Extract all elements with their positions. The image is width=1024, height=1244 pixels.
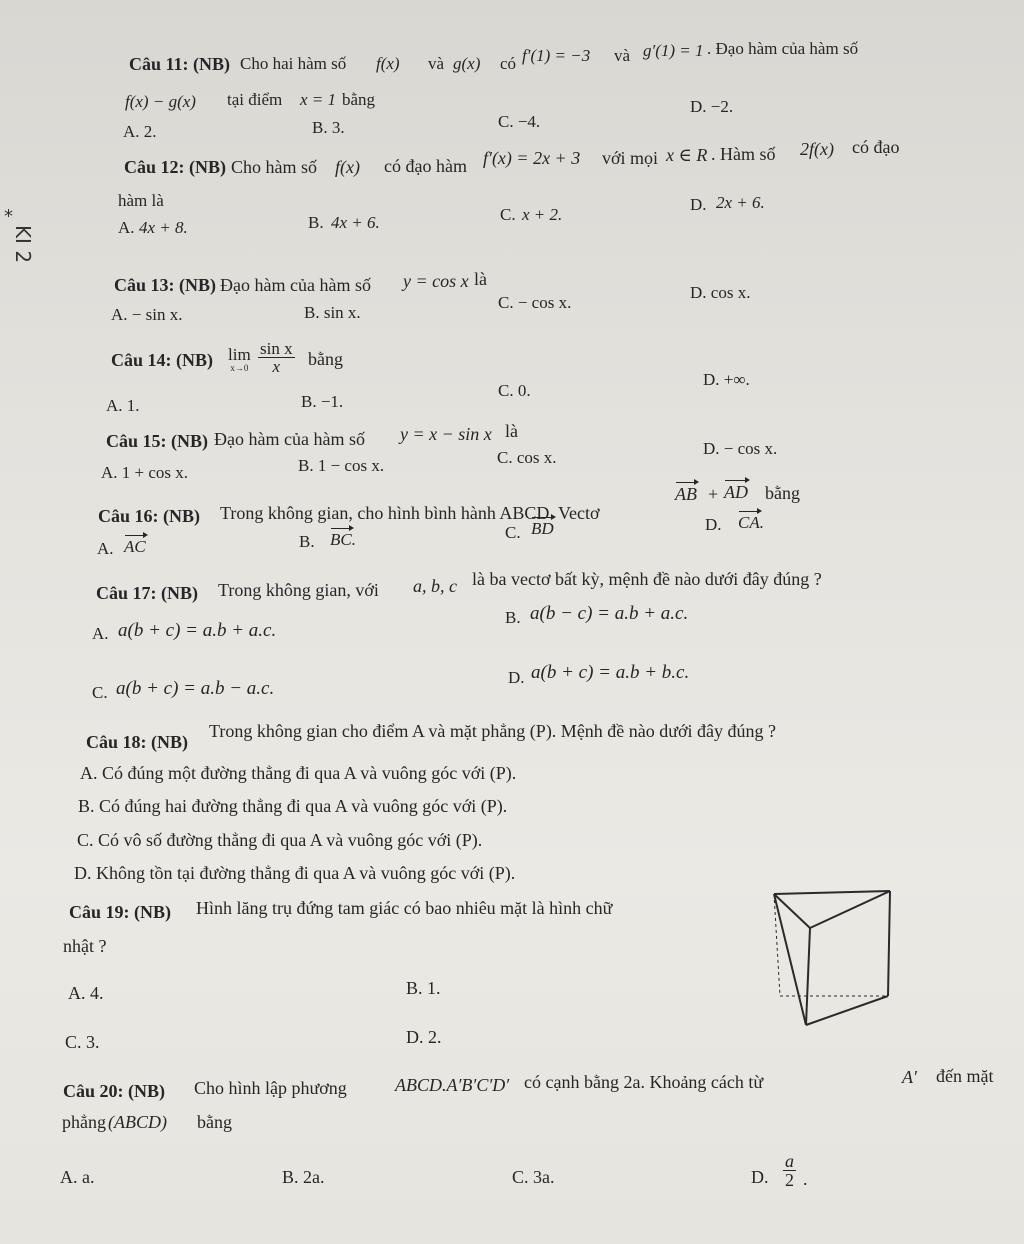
q13-head: Câu 13: (NB) [114,275,216,295]
q11-va: và [614,46,631,65]
q12-text2: có đạo hàm [384,156,467,176]
q19-option-c: C. 3. [65,1032,100,1052]
q11-text4: bằng [342,90,376,109]
q11-text3: tại điểm [227,90,283,109]
q12-expr: 2f(x) [800,139,834,159]
q12-c-label: C. [500,205,516,224]
q13-text2: là [474,269,487,289]
q12-option-a: 4x + 8. [139,218,188,237]
q11-f1: f′(1) = −3 [522,46,591,65]
q16-vec-bd: BD [531,519,554,538]
q11-text2: . Đạo hàm của hàm số [707,39,859,58]
q11-expr: f(x) − g(x) [125,92,196,111]
q17-option-b: a(b − c) = a.b + a.c. [530,603,689,624]
q15-option-c: C. cos x. [497,448,557,467]
q13-expr: y = cos x [403,271,469,291]
q17-option-d: a(b + c) = a.b + b.c. [531,662,690,683]
q12-text4: . Hàm số [711,144,776,164]
q16-vec-ad: AD [724,482,748,502]
q16-text1: Trong không gian, cho hình bình hành ABCD. Vectơ [220,503,600,523]
q11-option-c: C. −4. [498,112,541,131]
q20-text3: đến mặt [936,1066,994,1086]
q16-vec-bc: BC [330,530,352,549]
q14-limit [228,346,251,373]
q11-option-a: A. 2. [123,122,157,141]
margin-mark-ki: KI 2 [11,224,36,264]
q12-text6: hàm là [118,191,164,210]
q17-option-c: a(b + c) = a.b − a.c. [116,678,275,699]
q20-d-fraction [783,1152,796,1189]
q20-d-denominator: 2 [785,1170,794,1190]
q18-text: Trong không gian cho điểm A và mặt phẳng (P). Mệnh đề nào dưới đây đúng ? [209,721,777,741]
q20-text1: Cho hình lập phương [194,1078,347,1098]
margin-mark-star: * [4,206,13,227]
q12-text1: Cho hàm số [231,157,318,177]
q20-text5: bằng [197,1112,232,1132]
q17-a-label: A. [92,624,109,643]
q13-option-a: A. − sin x. [111,305,183,324]
q14-text: bằng [308,349,343,369]
q16-option-c [531,520,554,537]
q17-b-label: B. [505,608,521,627]
q18-option-c: C. Có vô số đường thẳng đi qua A và vuông góc với (P). [77,830,483,850]
q12-text5: có đạo [852,137,900,157]
q17-option-a: a(b + c) = a.b + a.c. [118,620,277,641]
q17-d-label: D. [508,668,525,687]
q11-option-b: B. 3. [312,118,345,137]
q15-option-a: A. 1 + cos x. [101,463,189,482]
q11-and: và [428,54,445,73]
q19-option-b: B. 1. [406,978,441,998]
q11-gx: g(x) [453,54,481,73]
q15-option-d: D. − cos x. [703,439,778,458]
q16-a-label: A. [97,539,114,558]
q16-vec1 [675,485,697,503]
q16-vec2 [724,483,748,501]
q12-deriv: f′(x) = 2x + 3 [483,148,581,168]
q18-head: Câu 18: (NB) [86,732,188,752]
q16-text2: bằng [765,483,800,503]
q14-numerator: sin x [260,339,293,358]
q15-expr: y = x − sin x [400,424,492,444]
q14-fraction [258,340,295,375]
q20-plane: (ABCD) [108,1112,167,1132]
q11-head: Câu 11: (NB) [129,54,231,74]
q20-option-b: B. 2a. [282,1167,325,1187]
q11-option-d: D. −2. [690,97,734,116]
q14-option-c: C. 0. [498,381,531,400]
q19-text2: nhật ? [63,936,107,956]
q14-option-b: B. −1. [301,392,344,411]
q11-fx: f(x) [376,54,400,73]
q18-option-b: B. Có đúng hai đường thẳng đi qua A và vuông góc với (P). [78,796,508,816]
triangular-prism-figure [770,888,900,1033]
q16-vec-ab: AB [675,484,697,504]
q17-head: Câu 17: (NB) [96,583,198,603]
q12-fx: f(x) [335,157,360,177]
q19-text1: Hình lăng trụ đứng tam giác có bao nhiêu mặt là hình chữ [196,898,613,918]
q13-option-c: C. − cos x. [498,293,572,312]
q16-d-label: D. [705,515,722,534]
q12-domain: x ∈ R [666,145,708,165]
q16-option-b [330,531,356,548]
q20-text2: có cạnh bằng 2a. Khoảng cách từ [524,1072,764,1092]
q18-option-a: A. Có đúng một đường thẳng đi qua A và vuông góc với (P). [80,763,517,783]
q16-plus: + [708,484,719,504]
q11-x1: x = 1 [300,90,337,109]
q13-option-d: D. cos x. [690,283,751,302]
q17-text1: Trong không gian, với [218,580,379,600]
q20-d-label: D. [751,1167,769,1187]
q12-option-c: x + 2. [522,205,563,224]
q12-b-label: B. [308,213,324,232]
q14-option-a: A. 1. [106,396,140,415]
q20-cube: ABCD.A′B′C′D′ [395,1075,510,1095]
q16-b-dot: . [351,530,356,549]
q16-c-label: C. [505,523,521,542]
q19-option-d: D. 2. [406,1027,442,1047]
q20-d-end: . [803,1169,808,1189]
q12-option-d: 2x + 6. [716,193,765,212]
q12-head: Câu 12: (NB) [124,157,226,177]
q20-d-numerator: a [785,1151,794,1171]
q20-head: Câu 20: (NB) [63,1081,165,1101]
q15-option-b: B. 1 − cos x. [298,456,385,475]
q16-vec-ca: CA [738,513,760,532]
q15-text2: là [505,421,518,441]
q12-option-b: 4x + 6. [331,213,380,232]
q15-text1: Đạo hàm của hàm số [214,429,365,449]
q14-head: Câu 14: (NB) [111,350,213,370]
q20-ap: A′ [902,1067,917,1087]
q19-head: Câu 19: (NB) [69,902,171,922]
q20-option-a: A. a. [60,1167,95,1187]
q18-option-d: D. Không tồn tại đường thẳng đi qua A và vuông góc với (P). [74,863,516,883]
q13-text1: Đạo hàm của hàm số [220,275,371,295]
q12-a-label: A. [118,218,135,237]
q12-d-label: D. [690,195,707,214]
q14-limsub: x→0 [230,363,249,373]
q11-text1: Cho hai hàm số [240,54,347,73]
q20-option-c: C. 3a. [512,1167,555,1187]
q16-b-label: B. [299,532,315,551]
q17-text2: là ba vectơ bất kỳ, mệnh đề nào dưới đây đúng ? [472,569,822,589]
q20-text4: phẳng [62,1112,106,1132]
q15-head: Câu 15: (NB) [106,431,208,451]
q17-c-label: C. [92,683,108,702]
q14-option-d: D. +∞. [703,370,750,389]
q14-lim: lim [228,345,251,364]
q11-g1: g′(1) = 1 [643,41,704,60]
q16-vec-ac: AC [124,537,146,556]
q12-text3: với mọi [602,148,659,168]
q11-co: có [500,54,517,73]
q16-d-dot: . [759,513,764,532]
q14-denominator: x [272,357,281,376]
q13-option-b: B. sin x. [304,303,361,322]
q16-head: Câu 16: (NB) [98,506,200,526]
q16-option-a [124,538,146,555]
q16-option-d [738,514,764,531]
q19-option-a: A. 4. [68,983,104,1003]
q17-vecs: a, b, c [413,576,457,596]
